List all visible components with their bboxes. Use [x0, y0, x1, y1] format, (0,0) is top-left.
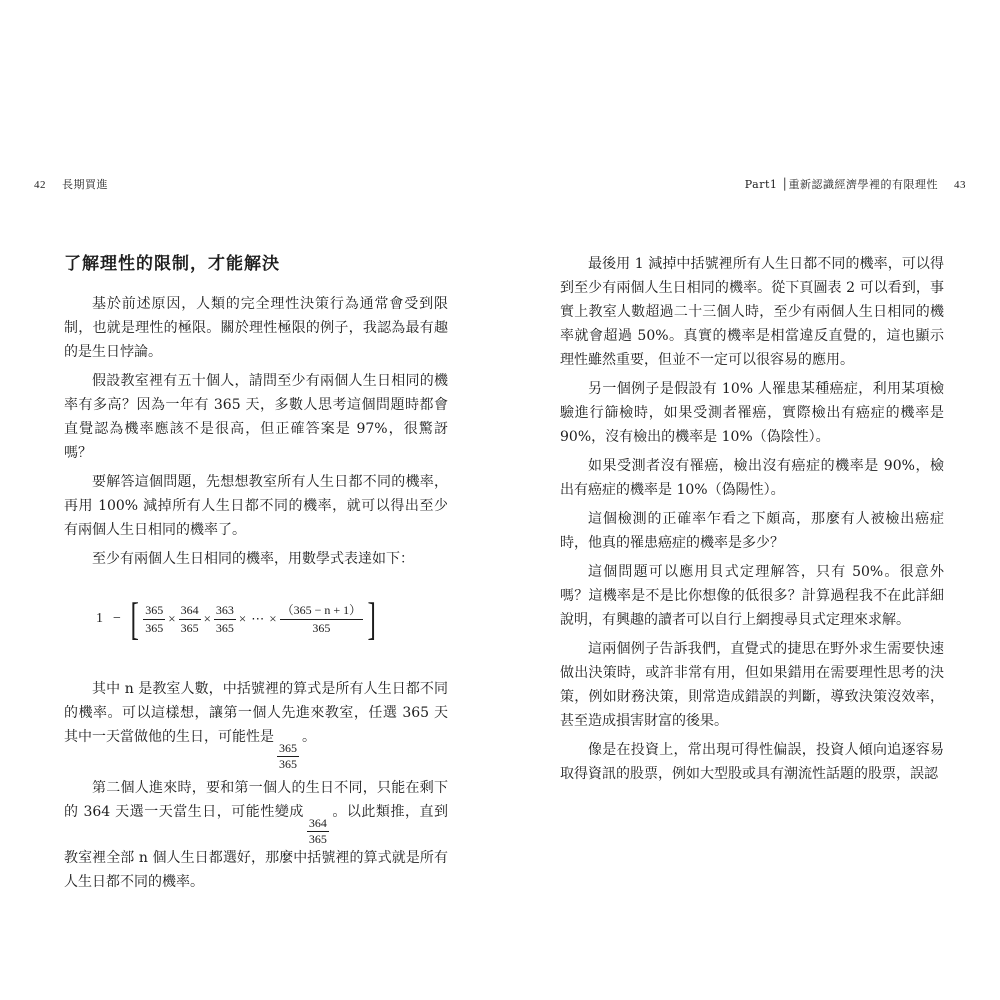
paragraph-6-text: 第二個人進來時，要和第一個人的生日不同，只能在剩下的 364 天選一天當生日，可能性變成	[64, 780, 448, 820]
fraction-denominator: 365	[279, 757, 297, 771]
formula-left-bracket: [	[130, 593, 139, 644]
ellipsis: ⋯	[251, 611, 265, 626]
right-paragraph-6: 這兩個例子告訴我們，直覺式的捷思在野外求生需要快速做出決策時，或許非常有用，但如果錯用在需要理性思考的決策，例如財務決策，則常造成錯誤的判斷，導致決策沒效率，甚至造成損害財富的後果。	[560, 641, 944, 729]
formula-one: 1	[96, 611, 103, 626]
left-page	[64, 252, 448, 899]
left-paragraph-1: 基於前述原因，人類的完全理性決策行為通常會受到限制，也就是理性的極限。關於理性極限的例子，我認為最有趣的是生日悖論。	[64, 296, 448, 360]
left-page-number: 42	[34, 179, 46, 191]
fraction-numerator: （365 − n + 1）	[280, 603, 364, 620]
fraction-denominator: 365	[312, 620, 331, 635]
right-page-number: 43	[954, 179, 966, 191]
birthday-formula	[64, 589, 448, 649]
paragraph-6-end: 。以此類推，直到教室裡全部 n 個人生日都選好，那麼中括號裡的算式就是所有人生日都不同的機率。	[64, 804, 448, 890]
right-paragraph-7: 像是在投資上，常出現可得性偏誤，投資人傾向追逐容易取得資訊的股票，例如大型股或具有潮流性話題的股票，誤認	[560, 742, 944, 782]
right-paragraph-3: 如果受測者沒有罹癌，檢出沒有癌症的機率是 90%，檢出有癌症的機率是 10%（偽陽性）。	[560, 458, 944, 498]
fraction-denominator: 365	[215, 620, 234, 635]
fraction-denominator: 365	[308, 832, 327, 846]
fraction-numerator: 365	[279, 741, 297, 755]
right-paragraph-5: 這個問題可以應用貝式定理解答，只有 50%。很意外嗎？這機率是不是比你想像的低很多？計算過程我不在此詳細說明，有興趣的讀者可以自行上網搜尋貝式定理來求解。	[560, 564, 944, 628]
formula-fraction-3	[214, 603, 236, 636]
fraction-denominator: 365	[180, 620, 199, 635]
paragraph-5-text: 其中 n 是教室人數，中括號裡的算式是所有人生日都不同的機率。可以這樣想，讓第一個人先進來教室，任選 365 天其中一天當做他的生日，可能性是	[64, 681, 448, 745]
right-paragraph-1: 最後用 1 減掉中括號裡所有人生日都不同的機率，可以得到至少有兩個人生日相同的機率。從下頁圖表 2 可以看到，事實上教室人數超過二十三個人時，至少有兩個人生日相同的機率就會超過 50%。真實的機率是相當違反直覺的，這也顯示理性雖然重要，但並不一定可以很容易的應用。	[560, 256, 944, 368]
right-chapter-title: Part1 │重新認識經濟學裡的有限理性	[744, 178, 938, 191]
fraction-numerator: 364	[179, 603, 201, 620]
left-book-title: 長期買進	[62, 178, 108, 191]
left-paragraph-5	[64, 677, 448, 771]
left-paragraph-4: 至少有兩個人生日相同的機率，用數學式表達如下：	[92, 551, 414, 567]
right-paragraph-4: 這個檢測的正確率乍看之下頗高，那麼有人被檢出癌症時，他真的罹患癌症的機率是多少？	[560, 511, 944, 551]
formula-fraction-1	[143, 603, 165, 636]
fraction-numerator: 363	[214, 603, 236, 620]
left-running-header	[34, 176, 108, 192]
formula-fraction-4	[280, 603, 364, 636]
paragraph-5-end: 。	[302, 729, 316, 745]
section-title: 了解理性的限制，才能解決	[64, 254, 280, 274]
formula-right-bracket: ]	[367, 593, 377, 644]
times-sign: ×	[238, 611, 247, 626]
left-paragraph-6	[64, 776, 448, 894]
times-sign: ×	[269, 611, 277, 626]
fraction-numerator: 364	[308, 816, 327, 830]
right-page	[560, 252, 944, 791]
fraction-numerator: 365	[143, 603, 165, 620]
formula-fraction-2	[179, 603, 201, 636]
right-running-header	[745, 176, 966, 192]
formula-minus: −	[113, 611, 121, 626]
left-paragraph-3: 要解答這個問題，先想想教室所有人生日都不同的機率，再用 100% 減掉所有人生日都不同的機率，就可以得出至少有兩個人生日相同的機率了。	[64, 474, 448, 538]
inline-fraction-365	[277, 742, 299, 771]
times-sign: ×	[203, 611, 211, 626]
right-paragraph-2: 另一個例子是假設有 10% 人罹患某種癌症，利用某項檢驗進行篩檢時，如果受測者罹癌，實際檢出有癌症的機率是 90%，沒有檢出的機率是 10%（偽陰性）。	[560, 381, 944, 445]
inline-fraction-364	[307, 817, 329, 846]
fraction-denominator: 365	[145, 620, 164, 635]
left-paragraph-2: 假設教室裡有五十個人，請問至少有兩個人生日相同的機率有多高？因為一年有 365 天，多數人思考這個問題時都會直覺認為機率應該不是很高，但正確答案是 97%，很驚訝嗎？	[64, 373, 448, 461]
times-sign: ×	[168, 611, 176, 626]
